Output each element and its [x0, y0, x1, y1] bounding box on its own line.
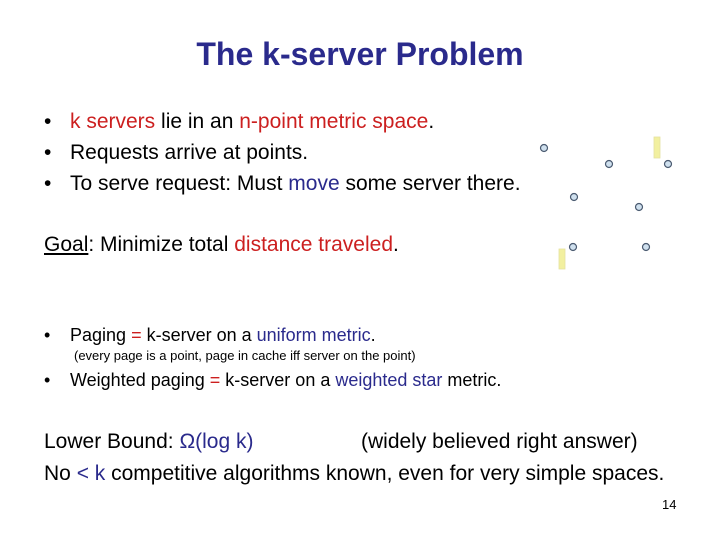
- weighted-paging-text: Weighted paging: [70, 370, 210, 390]
- paging-kserver: k-server on a: [141, 325, 257, 345]
- text-k-servers: k servers: [70, 110, 156, 133]
- less-than-k: < k: [76, 462, 106, 485]
- text-serve-request: To serve request: Must: [70, 172, 289, 195]
- bullet-marker: •: [44, 110, 52, 133]
- metric-point: [606, 161, 613, 168]
- lower-bound-label: Lower Bound:: [44, 430, 180, 453]
- goal-label: Goal: [44, 233, 89, 256]
- paging-text: Paging: [70, 325, 132, 345]
- text-lie-in: lie in an: [155, 110, 240, 133]
- server-marker: [654, 137, 660, 158]
- goal-end: .: [393, 233, 399, 256]
- metric-point: [643, 244, 650, 251]
- paging-eq: =: [131, 325, 142, 345]
- omega-log-k: Ω(log k): [179, 430, 254, 453]
- text-metric-space: n-point metric space: [239, 110, 429, 133]
- bullet-marker: •: [44, 325, 51, 345]
- goal-text: : Minimize total: [88, 233, 235, 256]
- metric-point: [541, 145, 548, 152]
- no-rest: competitive algorithms known, even for very simple spaces.: [105, 462, 665, 485]
- weighted-kserver: k-server on a: [220, 370, 336, 390]
- uniform-metric: uniform metric: [256, 325, 371, 345]
- text-some-server: some server there.: [339, 172, 521, 195]
- weighted-end: metric.: [442, 370, 502, 390]
- metric-point: [636, 204, 643, 211]
- text-move: move: [288, 172, 340, 195]
- paging-end: .: [370, 325, 376, 345]
- page-number: 14: [662, 497, 677, 512]
- goal-distance: distance traveled: [234, 233, 393, 256]
- metric-point: [570, 244, 577, 251]
- bullet-marker: •: [44, 141, 52, 164]
- metric-point: [665, 161, 672, 168]
- lower-bound-note: (widely believed right answer): [361, 430, 638, 453]
- no-text: No: [44, 462, 77, 485]
- text-period: .: [428, 110, 435, 133]
- slide-title: The k-server Problem: [196, 36, 524, 72]
- weighted-star: weighted star: [335, 370, 443, 390]
- metric-point: [571, 194, 578, 201]
- text-requests: Requests arrive at points.: [70, 141, 309, 164]
- weighted-eq: =: [209, 370, 221, 390]
- paging-note: (every page is a point, page in cache iff server on the point): [74, 348, 416, 363]
- server-marker: [559, 249, 565, 269]
- bullet-marker: •: [44, 370, 51, 390]
- bullet-marker: •: [44, 172, 52, 195]
